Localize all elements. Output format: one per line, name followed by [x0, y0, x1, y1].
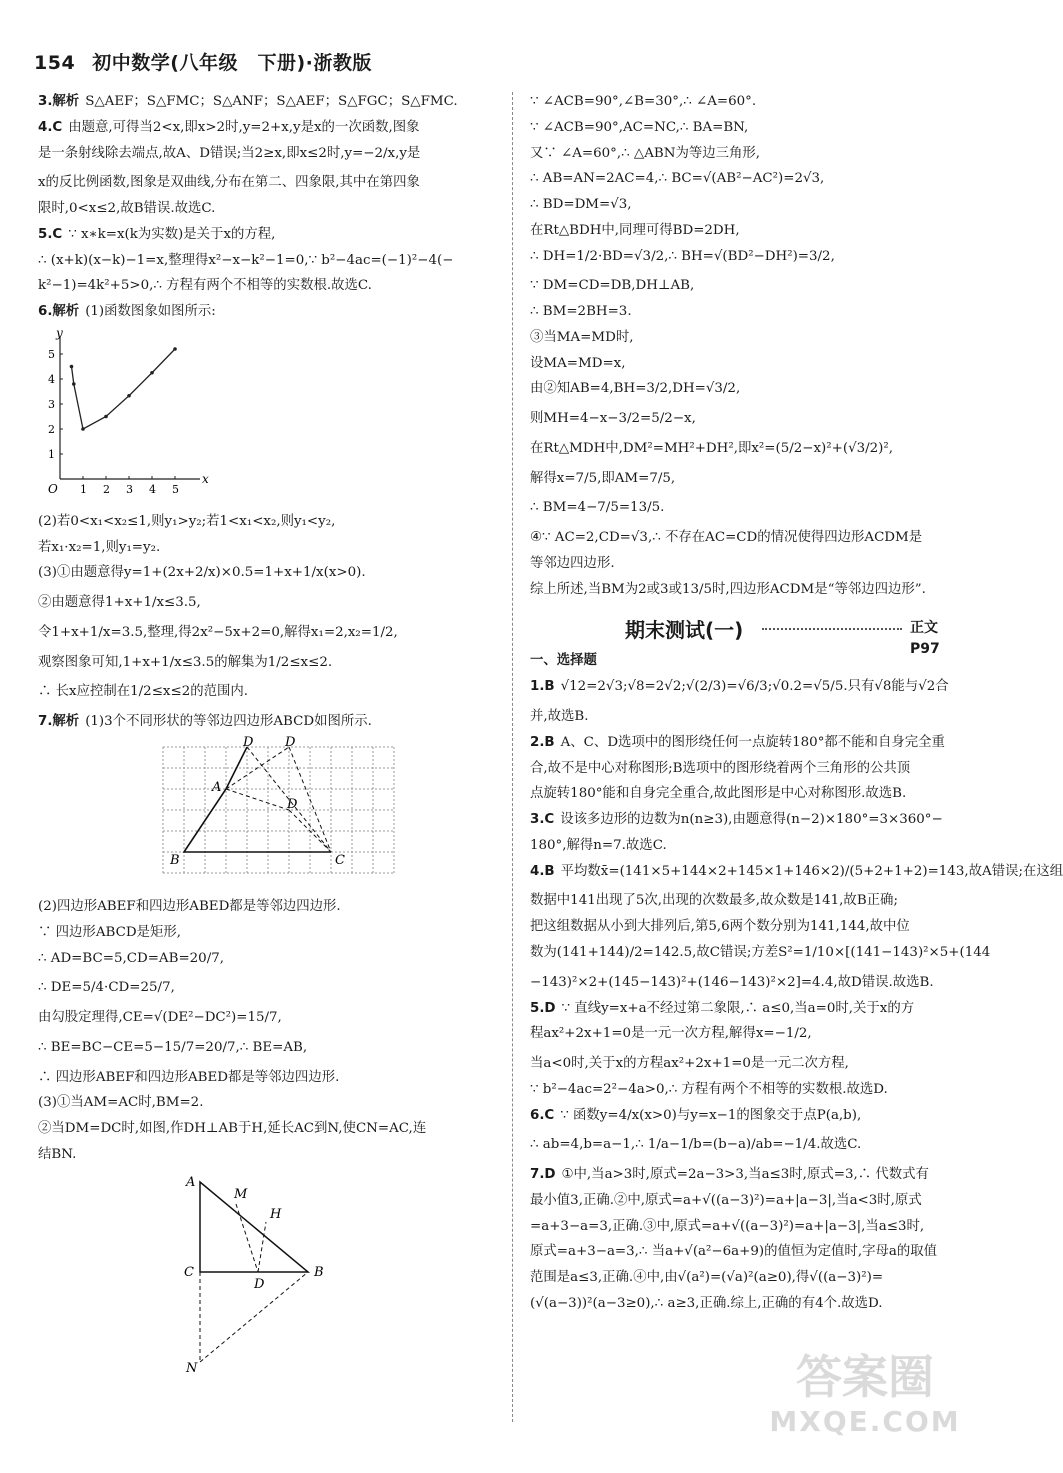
- line-text: ①中,当a>3时,原式=2a−3>3,当a≤3时,原式=3,∴ 代数式有: [561, 1167, 929, 1183]
- text-line: [530, 1165, 970, 1186]
- function-graph: [38, 325, 218, 504]
- line-text: 则MH=4−x−3/2=5/2−x,: [530, 411, 696, 427]
- text-line: [530, 733, 970, 754]
- text-line: [530, 1054, 970, 1075]
- line-text: ∵ 四边形ABCD是矩形,: [38, 924, 181, 940]
- line-text: 等邻边四边形.: [530, 556, 615, 572]
- line-text: ②由题意得1+x+1/x≤3.5,: [38, 595, 201, 611]
- text-line: [530, 354, 970, 375]
- curve-point: [72, 382, 76, 386]
- text-line: [530, 554, 970, 575]
- answer-label: 7.解析: [38, 714, 80, 730]
- left-block-1: [38, 92, 498, 323]
- line-text: 当a<0时,关于x的方程ax²+2x+1=0是一元二次方程,: [530, 1056, 849, 1072]
- text-line: [38, 1038, 498, 1059]
- line-text: 合,故不是中心对称图形;B选项中的图形绕着两个三角形的公共顶: [530, 760, 911, 776]
- vertex-label: D: [243, 735, 254, 751]
- line-text: ∴ BD=DM=√3,: [530, 197, 632, 213]
- line-text: ∵ 函数y=4/x(x>0)与y=x−1的图象交于点P(a,b),: [560, 1107, 862, 1123]
- line-text: 解得x=7/5,即AM=7/5,: [530, 470, 676, 486]
- line-text: 由勾股定理得,CE=√(DE²−DC²)=15/7,: [38, 1010, 282, 1026]
- curve-point: [150, 371, 154, 375]
- x-axis-label: x: [202, 471, 209, 486]
- line-text: 结BN.: [38, 1146, 77, 1162]
- text-line: [38, 251, 498, 272]
- section-title: 期末测试(一): [625, 617, 744, 642]
- y-tick-label: 3: [48, 397, 55, 411]
- subsection-title: 一、选择题: [530, 652, 597, 668]
- section-reference: 正文 P97: [910, 619, 940, 658]
- text-line: [38, 593, 498, 614]
- answer-label: 6.C: [530, 1107, 555, 1123]
- line-text: 设该多边形的边数为n(n≥3),由题意得(n−2)×180°=3×360°−: [560, 812, 943, 828]
- y-tick-label: 4: [48, 372, 55, 386]
- x-tick-label: 5: [172, 482, 179, 496]
- line-text: ∴ 长x应控制在1/2≤x≤2的范围内.: [38, 684, 249, 700]
- book-title: 初中数学(八年级 下册)·浙教版: [92, 52, 372, 74]
- answer-label: 4.B: [530, 863, 555, 879]
- curve-point: [127, 394, 131, 398]
- text-line: [38, 978, 498, 999]
- line-text: ∵ DM=CD=DB,DH⊥AB,: [530, 278, 695, 294]
- text-line: [530, 379, 970, 400]
- line-text: 原式=a+3−a=3,∴ 当a+√(a²−6a+9)的值恒为定值时,字母a的取值: [530, 1244, 938, 1260]
- quad-dashed: [226, 789, 289, 810]
- text-line: [38, 949, 498, 970]
- y-tick-label: 2: [48, 422, 55, 436]
- text-line: [530, 1191, 970, 1212]
- line-text: 综上所述,当BM为2或3或13/5时,四边形ACDM是“等邻边四边形”.: [530, 581, 926, 597]
- text-line: [530, 328, 970, 349]
- line-text: (1)3个不同形状的等邻边四边形ABCD如图所示.: [85, 714, 372, 730]
- right-column: [530, 92, 1063, 1320]
- vertex-label: C: [335, 853, 345, 869]
- line-text: ∵ x∗k=x(k为实数)是关于x的方程,: [68, 226, 276, 242]
- text-line: [38, 623, 498, 644]
- text-line: [530, 92, 970, 113]
- text-line: [38, 897, 498, 918]
- text-line: [530, 759, 970, 780]
- line-text: 又∵ ∠A=60°,∴ △ABN为等边三角形,: [530, 145, 761, 161]
- vertex-label: C: [184, 1264, 194, 1280]
- text-line: [530, 409, 970, 430]
- watermark-text: 答案圈: [796, 1350, 934, 1404]
- left-block-2: [38, 512, 498, 733]
- text-line: [530, 247, 970, 268]
- text-line: [530, 862, 1063, 883]
- y-tick-label: 5: [48, 347, 55, 361]
- x-tick-label: 4: [149, 482, 156, 496]
- line-text: ∴ BE=BC−CE=5−15/7=20/7,∴ BE=AB,: [38, 1039, 308, 1055]
- line-text: ∴ ab=4,b=a−1,∴ 1/a−1/b=(b−a)/ab=−1/4.故选C.: [530, 1137, 862, 1153]
- line-text: ∴ AB=AN=2AC=4,∴ BC=√(AB²−AC²)=2√3,: [530, 171, 825, 187]
- curve-point: [104, 415, 108, 419]
- line-text: 若x₁·x₂=1,则y₁=y₂.: [38, 539, 161, 555]
- text-line: [530, 810, 970, 831]
- text-line: [530, 1024, 970, 1045]
- text-line: [530, 1106, 970, 1127]
- line-text: =a+3−a=3,正确.③中,原式=a+√((a−3)²)=a+|a−3|,当a≤3时,: [530, 1218, 925, 1234]
- vertex-label: D: [285, 735, 296, 751]
- vertex-label: A: [186, 1174, 196, 1190]
- text-line: [38, 1119, 498, 1140]
- line-text: (3)①当AM=AC时,BM=2.: [38, 1095, 204, 1111]
- vertex-label: D: [287, 797, 298, 813]
- line-text: (√(a−3))²(a−3≥0),∴ a≥3,正确.综上,正确的有4个.故选D.: [530, 1295, 883, 1311]
- line-text: 数据中141出现了5次,出现的次数最多,故众数是141,故B正确;: [530, 893, 898, 909]
- answer-label: 3.C: [530, 812, 555, 828]
- line-text: 在Rt△BDH中,同理可得BD=2DH,: [530, 222, 740, 238]
- line-text: 并,故选B.: [530, 709, 589, 725]
- text-line: [530, 169, 970, 190]
- text-line: [38, 302, 498, 323]
- line-text: x的反比例函数,图象是双曲线,分布在第二、四象限,其中在第四象: [38, 175, 420, 191]
- line-text: 平均数x̄=(141×5+144×2+145×1+146×2)/(5+2+1+2)=143,故A错误;在这组: [560, 863, 1063, 879]
- line-text: −143)²×2+(145−143)²+(146−143)²×2]=4.4,故D错误.故选B.: [530, 974, 934, 990]
- line-text: 把这组数据从小到大排列后,第5,6两个数分别为141,144,故中位: [530, 919, 910, 935]
- line-text: ∴ BM=4−7/5=13/5.: [530, 500, 665, 516]
- text-line: [38, 1068, 498, 1089]
- vertex-label: N: [186, 1360, 198, 1376]
- text-line: [530, 677, 970, 698]
- y-tick-label: 1: [48, 447, 55, 461]
- aux-line: [258, 1222, 266, 1272]
- line-text: 数为(141+144)/2=142.5,故C错误;方差S²=1/10×[(141−143)²×5+(144: [530, 944, 991, 960]
- text-line: [38, 144, 498, 165]
- curve-point: [70, 365, 74, 369]
- line-text: ∴ DE=5/4·CD=25/7,: [38, 980, 175, 996]
- text-line: [530, 302, 970, 323]
- text-line: [530, 1268, 970, 1289]
- vertex-label: B: [314, 1264, 324, 1280]
- text-line: [38, 225, 498, 246]
- text-line: [530, 1217, 970, 1238]
- line-text: ∴ (x+k)(x−k)−1=x,整理得x²−x−k²−1=0,∵ b²−4ac=(−1)²−4(−: [38, 252, 454, 268]
- quad-solid: [184, 747, 331, 852]
- right-block-1: [530, 92, 970, 601]
- line-text: ∵ ∠ACB=90°,AC=NC,∴ BA=BN,: [530, 119, 749, 135]
- text-line: [530, 276, 970, 297]
- text-line: [38, 563, 498, 584]
- text-line: [38, 173, 498, 194]
- text-line: [530, 943, 991, 964]
- line-text: A、C、D选项中的图形绕任何一点旋转180°都不能和自身完全重: [560, 734, 945, 750]
- right-block-2: [530, 677, 1063, 1314]
- text-line: [530, 1294, 970, 1315]
- text-line: [38, 538, 498, 559]
- vertex-label: D: [254, 1276, 265, 1292]
- text-line: [530, 999, 970, 1020]
- line-text: (2)四边形ABEF和四边形ABED都是等邻边四边形.: [38, 899, 341, 915]
- text-line: [530, 1135, 970, 1156]
- line-text: 点旋转180°能和自身完全重合,故此图形是中心对称图形.故选B.: [530, 786, 907, 802]
- answer-label: 5.C: [38, 226, 63, 242]
- line-text: 在Rt△MDH中,DM²=MH²+DH²,即x²=(5/2−x)²+(√3/2)²,: [530, 440, 894, 456]
- line-text: ∴ AD=BC=5,CD=AB=20/7,: [38, 950, 224, 966]
- x-tick-label: 2: [103, 482, 110, 496]
- line-text: 令1+x+1/x=3.5,整理,得2x²−5x+2=0,解得x₁=2,x₂=1/2,: [38, 624, 398, 640]
- line-text: (3)①由题意得y=1+(2x+2/x)×0.5=1+x+1/x(x>0).: [38, 565, 366, 581]
- aux-line: [236, 1204, 258, 1272]
- leader-dots: [762, 628, 902, 630]
- line-text: ∴ 四边形ABEF和四边形ABED都是等邻边四边形.: [38, 1069, 340, 1085]
- answer-label: 4.C: [38, 119, 63, 135]
- text-line: [530, 498, 970, 519]
- line-text: 范围是a≤3,正确.④中,由√(a²)=(√a)²(a≥0),得√((a−3)²)=: [530, 1270, 884, 1286]
- text-line: [530, 118, 970, 139]
- text-line: [530, 439, 970, 460]
- text-line: [530, 917, 970, 938]
- watermark-logo: [760, 1349, 970, 1459]
- text-line: [530, 469, 970, 490]
- x-tick-label: 1: [80, 482, 87, 496]
- line-text: 程ax²+2x+1=0是一元一次方程,解得x=−1/2,: [530, 1026, 812, 1042]
- line-text: ∵ 直线y=x+a不经过第二象限,∴ a≤0,当a=0时,关于x的方: [561, 1000, 915, 1016]
- line-text: 是一条射线除去端点,故A、D错误;当2≥x,即x≤2时,y=−2/x,y是: [38, 145, 421, 161]
- text-line: [530, 195, 970, 216]
- left-column: [38, 92, 498, 1380]
- answer-label: 3.解析: [38, 94, 80, 109]
- text-line: [530, 784, 970, 805]
- line-text: 最小值3,正确.②中,原式=a+√((a−3)²)=a+|a−3|,当a<3时,原式: [530, 1192, 922, 1208]
- page-number: 154: [34, 52, 76, 74]
- text-line: [530, 1080, 970, 1101]
- text-line: [38, 653, 498, 674]
- line-text: ∵ b²−4ac=2²−4a>0,∴ 方程有两个不相等的实数根.故选D.: [530, 1081, 888, 1097]
- vertex-label: A: [212, 780, 222, 796]
- watermark-url: MXQE.COM: [769, 1405, 961, 1438]
- section-heading: [530, 615, 970, 658]
- text-line: [530, 144, 970, 165]
- triangle-figure: [178, 1172, 338, 1376]
- line-text: 由题意,可得当2<x,即x>2时,y=2+x,y是x的一次函数,图象: [68, 119, 420, 135]
- line-text: S△AEF；S△FMC；S△ANF；S△AEF；S△FGC；S△FMC.: [85, 94, 458, 109]
- text-line: [38, 712, 498, 733]
- function-curve: [72, 349, 176, 429]
- vertex-label: B: [170, 853, 180, 869]
- line-text: (1)函数图象如图所示:: [85, 304, 216, 320]
- text-line: [38, 1008, 498, 1029]
- quadrilateral-grid-figure: [148, 735, 408, 889]
- text-line: [530, 580, 970, 601]
- line-text: ∵ ∠ACB=90°,∠B=30°,∴ ∠A=60°.: [530, 94, 757, 109]
- text-line: [530, 836, 970, 857]
- line-text: ∴ BM=2BH=3.: [530, 304, 632, 320]
- vertex-label: H: [270, 1206, 282, 1222]
- text-line: [38, 1145, 498, 1166]
- text-line: [530, 891, 970, 912]
- x-tick-label: 3: [126, 482, 133, 496]
- answer-label: 6.解析: [38, 304, 80, 320]
- y-axis-label: y: [56, 325, 63, 340]
- curve-point: [173, 347, 177, 351]
- text-line: [38, 118, 498, 139]
- text-line: [530, 221, 970, 242]
- text-line: [38, 512, 498, 533]
- answer-label: 5.D: [530, 1000, 556, 1016]
- line-text: 限时,0<x≤2,故B错误.故选C.: [38, 201, 216, 217]
- line-text: 设MA=MD=x,: [530, 355, 626, 371]
- line-text: ②当DM=DC时,如图,作DH⊥AB于H,延长AC到N,使CN=AC,连: [38, 1121, 427, 1137]
- text-line: [38, 92, 498, 113]
- answer-label: 7.D: [530, 1167, 556, 1183]
- page-header: [34, 48, 372, 75]
- vertex-label: M: [234, 1186, 248, 1202]
- text-line: [38, 923, 498, 944]
- text-line: [530, 973, 970, 994]
- text-line: [530, 1242, 970, 1263]
- line-text: 180°,解得n=7.故选C.: [530, 837, 667, 853]
- curve-point: [81, 427, 85, 431]
- line-text: √12=2√3;√8=2√2;√(2/3)=√6/3;√0.2=√5/5.只有√8能与√2合: [560, 679, 949, 695]
- line-text: 观察图象可知,1+x+1/x≤3.5的解集为1/2≤x≤2.: [38, 654, 333, 670]
- text-line: [38, 199, 498, 220]
- text-line: [38, 276, 498, 297]
- answer-label: 2.B: [530, 734, 555, 750]
- text-line: [38, 682, 498, 703]
- left-block-3: [38, 897, 498, 1166]
- line-text: k²−1)=4k²+5>0,∴ 方程有两个不相等的实数根.故选C.: [38, 278, 372, 294]
- line-text: (2)若0<x₁<x₂≤1,则y₁>y₂;若1<x₁<x₂,则y₁<y₂,: [38, 513, 336, 529]
- text-line: [530, 528, 970, 549]
- text-line: [38, 1093, 498, 1114]
- origin-label: O: [48, 481, 58, 496]
- line-text: ∴ DH=1/2·BD=√3/2,∴ BH=√(BD²−DH²)=3/2,: [530, 248, 835, 264]
- line-text: ③当MA=MD时,: [530, 329, 634, 345]
- line-text: 由②知AB=4,BH=3/2,DH=√3/2,: [530, 381, 741, 397]
- text-line: [530, 707, 970, 728]
- line-text: ④∵ AC=2,CD=√3,∴ 不存在AC=CD的情况使得四边形ACDM是: [530, 530, 923, 546]
- column-divider: [512, 92, 513, 1422]
- answer-label: 1.B: [530, 679, 555, 695]
